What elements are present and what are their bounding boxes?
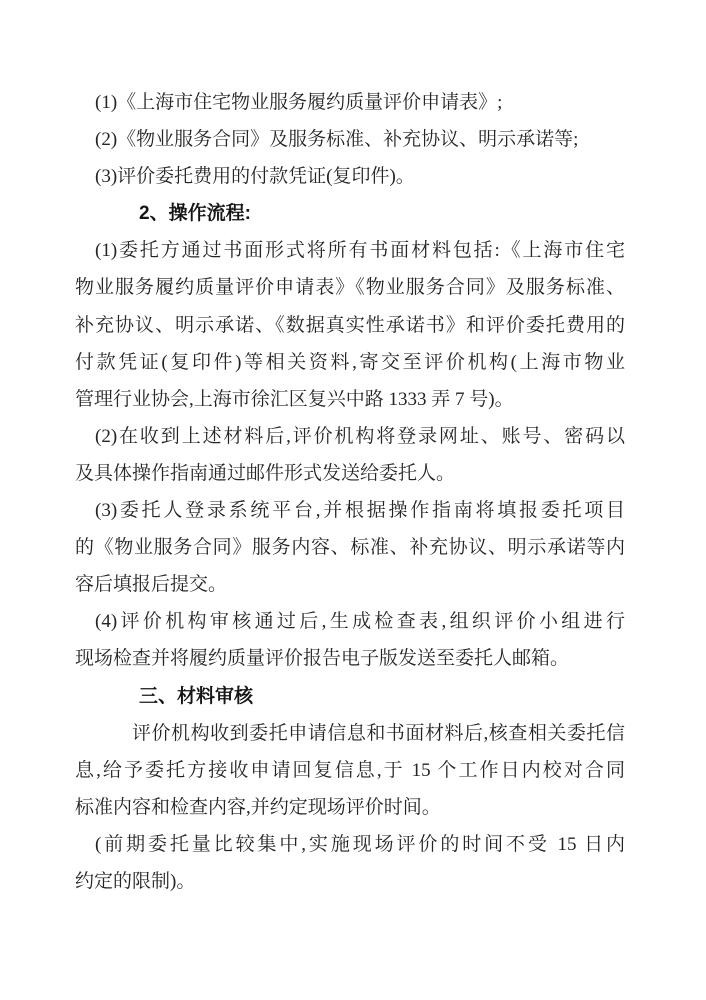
text-line: 管理行业协会,上海市徐汇区复兴中路 1333 弄 7 号)。 (75, 388, 514, 410)
text-line: 息,给予委托方接收申请回复信息,于 15 个工作日内校对合同 (75, 759, 625, 781)
list-item-1: (1)《上海市住宅物业服务履约质量评价申请表》; (95, 92, 503, 113)
text-line: 付款凭证(复印件)等相关资料,寄交至评价机构(上海市物业 (75, 351, 625, 373)
text-line: 的《物业服务合同》服务内容、标准、补充协议、明示承诺等内 (75, 537, 625, 559)
list-item-2: (2)《物业服务合同》及服务标准、补充协议、明示承诺等; (95, 129, 579, 151)
text-line: 物业服务履约质量评价申请表》《物业服务合同》及服务标准、 (75, 277, 625, 299)
section-heading-material-review: 三、材料审核 (139, 685, 254, 707)
text-line: (2)在收到上述材料后,评价机构将登录网址、账号、密码以 (95, 425, 625, 447)
text-line: (1)委托方通过书面形式将所有书面材料包括:《上海市住宅 (95, 240, 625, 262)
text-line: 容后填报后提交。 (75, 574, 228, 596)
text-line: 补充协议、明示承诺、《数据真实性承诺书》和评价委托费用的 (75, 314, 625, 336)
text-line: (前期委托量比较集中,实施现场评价的时间不受 15 日内 (95, 833, 625, 855)
text-line: 及具体操作指南通过邮件形式发送给委托人。 (75, 462, 456, 484)
text-line: 评价机构收到委托申请信息和书面材料后,核查相关委托信 (132, 722, 625, 744)
section-heading-operation-process: 2、操作流程: (139, 203, 251, 225)
text-line: 标准内容和检查内容,并约定现场评价时间。 (75, 796, 441, 818)
text-line: 现场检查并将履约质量评价报告电子版发送至委托人邮箱。 (75, 648, 570, 670)
list-item-3: (3)评价委托费用的付款凭证(复印件)。 (95, 166, 415, 188)
document-content (75, 84, 625, 900)
text-line: (3)委托人登录系统平台,并根据操作指南将填报委托项目 (95, 500, 625, 522)
text-line: 约定的限制)。 (75, 870, 196, 892)
text-line: (4)评价机构审核通过后,生成检查表,组织评价小组进行 (95, 611, 625, 633)
